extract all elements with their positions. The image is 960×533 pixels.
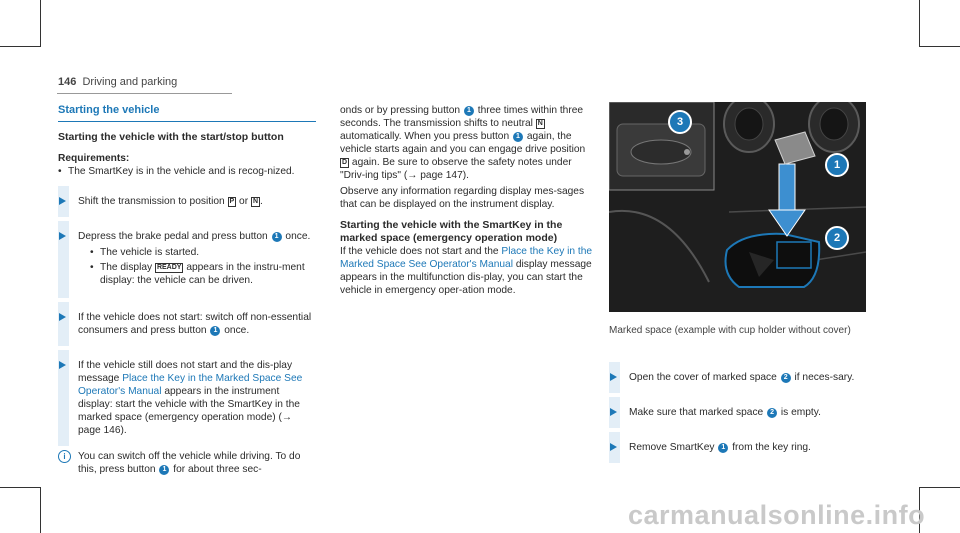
callout-badge: 2 [767,408,777,418]
column-right [609,358,869,467]
header-rule [57,93,232,94]
page-header [58,76,177,88]
crop-mark [0,487,41,488]
callout-badge: 1 [718,443,728,453]
continued-paragraph: onds or by pressing button 1 three times within three seconds. The transmission shifts to neutral N automatically. When you press button 1 again, the vehicle starts again and you can engage drive position D again. Be sure to observe the safety notes under "Driv-ing tips" (→ page 147). [340,105,586,181]
chapter-title: Driving and parking [82,76,178,88]
step-arrow-icon [610,373,617,381]
step-arrow-icon [610,443,617,451]
step-arrow-icon [59,232,66,240]
callout-badge: 1 [464,106,474,116]
marked-space-photo [609,102,866,312]
callout-badge: 1 [159,465,169,475]
callout-1: 1 [825,153,849,177]
requirements-label: Requirements: [58,153,130,164]
instruction-step: Open the cover of marked space 2 if neces-sary. [609,362,869,393]
instruction-step: Depress the brake pedal and press button 1 once. • The vehicle is started. • The display READY appears in the instru-ment display: the vehicle can be driven. [58,221,316,298]
instruction-step: Remove SmartKey 1 from the key ring. [609,432,869,463]
photo-illustration [609,102,866,312]
ready-indicator-symbol: READY [156,264,182,271]
result-item: • The vehicle is started. [90,247,200,258]
callout-badge: 1 [272,232,282,242]
crop-mark [919,487,960,488]
crop-mark [40,0,41,47]
gear-n-symbol: N [537,120,543,127]
step-arrow-icon [59,313,66,321]
display-message-link[interactable]: Place the Key in the Marked Space See Operator's Manual [78,373,303,397]
column-left [58,104,316,476]
callout-badge: 1 [513,132,523,142]
section-title: Starting the vehicle [58,104,316,122]
info-note: i You can switch off the vehicle while driving. To do this, press button 1 for about three sec- [58,450,316,476]
subsection-title: Starting the vehicle with the start/stop button [58,131,284,143]
paragraph: If the vehicle does not start and the Place the Key in the Marked Space See Operator's Manual display message appears in the multifunction dis-play, you can start the vehicle in emergency oper-ation mode. [340,246,593,296]
gear-d-symbol: D [342,159,348,166]
step-arrow-icon [59,361,66,369]
crop-mark [919,0,920,47]
watermark[interactable]: carmanualsonline.info [628,500,926,530]
result-item: • The display READY appears in the instru-ment display: the vehicle can be driven. [90,262,305,286]
crop-mark [919,46,960,47]
info-icon: i [58,450,71,463]
callout-3: 3 [668,110,692,134]
callout-2: 2 [825,226,849,250]
step-arrow-icon [59,197,66,205]
photo-caption: Marked space (example with cup holder without cover) [609,325,851,336]
column-middle [340,104,595,297]
instruction-step: Make sure that marked space 2 is empty. [609,397,869,428]
step-arrow-icon [610,408,617,416]
requirement-item: • The SmartKey is in the vehicle and is recog-nized. [58,166,295,177]
page-number: 146 [58,76,77,88]
display-message-link[interactable]: Place the Key in the Marked Space See Operator's Manual [340,246,593,270]
paragraph: Observe any information regarding display mes-sages that can be displayed on the instrument display. [340,186,585,210]
instruction-step: Shift the transmission to position P or N . [58,186,316,217]
crop-mark [40,487,41,533]
callout-badge: 1 [210,326,220,336]
callout-badge: 2 [781,373,791,383]
gear-n-symbol: N [252,198,258,205]
subsection-title: Starting the vehicle with the SmartKey in the marked space (emergency operation mode) [340,219,563,244]
crop-mark [0,46,41,47]
instruction-step: If the vehicle does not start: switch off non-essential consumers and press button 1 once. [58,302,316,346]
instruction-step: If the vehicle still does not start and the dis-play message Place the Key in the Marked Space See Operator's Manual appears in the instrument display: start the vehicle with the SmartKey in the marked space (emergency operation mode) (→ page 146). [58,350,316,446]
gear-p-symbol: P [229,198,235,205]
